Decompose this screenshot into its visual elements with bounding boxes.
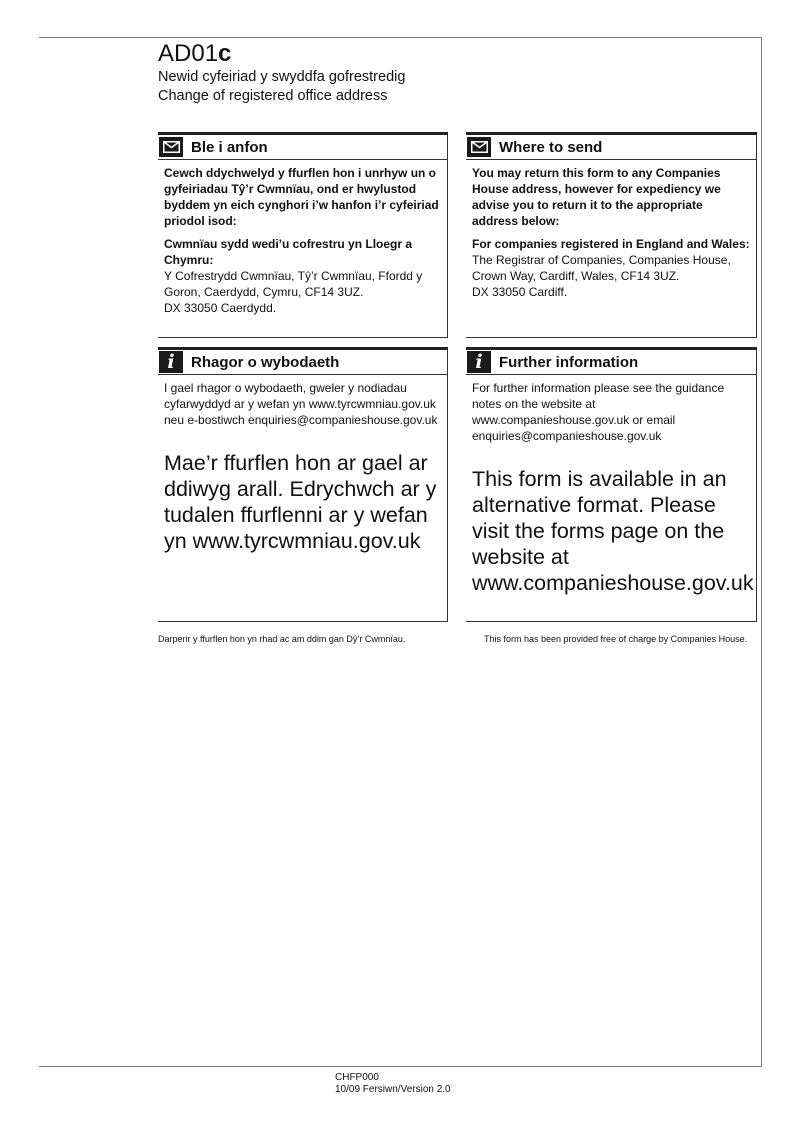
panel-body [472, 165, 750, 300]
send-intro: You may return this form to any Companies House address, however for expediency we advise you to return it to the appropriate address below: [472, 166, 721, 228]
panel-title: Rhagor o wybodaeth [191, 353, 340, 371]
send-address: Y Cofrestrydd Cwmnïau, Tŷ’r Cwmnïau, Ffordd y Goron, Caerdydd, Cymru, CF14 3UZ. [164, 269, 423, 299]
panel-send-welsh [158, 132, 448, 338]
free-of-charge-english: This form has been provided free of charge by Companies House. [484, 634, 748, 644]
panel-body [164, 380, 441, 554]
panel-header [466, 350, 756, 374]
panel-title: Further information [499, 353, 639, 371]
form-title-english: Change of registered office address [158, 88, 388, 104]
envelope-icon [467, 137, 491, 157]
send-intro: Cewch ddychwelyd y ffurflen hon i unrhyw un o gyfeiriadau Tŷ’r Cwmnïau, ond er hwylustod byddem yn eich cynghori i’w hanfon i’r cyfeiriad priodol isod: [164, 166, 439, 228]
panel-header [158, 350, 447, 374]
form-code [158, 40, 231, 68]
panel-title: Ble i anfon [191, 138, 268, 156]
alt-format-notice: This form is available in an alternative format. Please visit the forms page on the website at www.companieshouse.gov.uk [472, 467, 754, 595]
send-address: The Registrar of Companies, Companies House, Crown Way, Cardiff, Wales, CF14 3UZ. [472, 253, 731, 283]
info-icon: i [467, 351, 491, 373]
envelope-icon [159, 137, 183, 157]
page-frame-top [39, 37, 762, 38]
send-heading: For companies registered in England and Wales: [472, 237, 750, 251]
panel-info-english [466, 347, 757, 622]
info-text: For further information please see the guidance notes on the website at www.companieshouse.gov.uk or email enquiries@companieshouse.gov.uk [472, 381, 725, 443]
free-of-charge-welsh: Darperir y ffurflen hon yn rhad ac am ddim gan Dŷ’r Cwmnïau. [158, 634, 406, 644]
panel-divider [466, 374, 756, 375]
send-heading: Cwmnïau sydd wedi’u cofrestru yn Lloegr a Chymru: [164, 237, 413, 267]
page-frame-bottom [39, 1066, 762, 1067]
panel-divider [158, 159, 447, 160]
info-text: I gael rhagor o wybodaeth, gweler y nodiadau cyfarwyddyd ar y wefan yn www.tyrcwmniau.gov.uk neu e-bostiwch enquiries@companieshouse.gov.uk [164, 381, 438, 427]
panel-header [466, 135, 756, 159]
form-title-welsh: Newid cyfeiriad y swyddfa gofrestredig [158, 69, 406, 85]
send-dx: DX 33050 Caerdydd. [164, 301, 277, 315]
form-code-suffix: c [218, 40, 232, 67]
alt-format-notice: Mae’r ffurflen hon ar gael ar ddiwyg arall. Edrychwch ar y tudalen ffurflenni ar y wefan yn www.tyrcwmniau.gov.uk [164, 451, 437, 553]
panel-title: Where to send [499, 138, 603, 156]
panel-body [472, 380, 754, 596]
info-icon: i [159, 351, 183, 373]
panel-header [158, 135, 447, 159]
form-code-number: AD01 [158, 40, 219, 67]
panel-divider [158, 374, 447, 375]
panel-send-english [466, 132, 757, 338]
form-reference-code: CHFP000 [335, 1072, 379, 1083]
panel-info-welsh [158, 347, 448, 622]
send-dx: DX 33050 Cardiff. [472, 285, 568, 299]
page-frame-right [761, 37, 762, 1067]
panel-divider [466, 159, 756, 160]
form-version: 10/09 Fersiwn/Version 2.0 [335, 1084, 451, 1095]
panel-body [164, 165, 441, 316]
